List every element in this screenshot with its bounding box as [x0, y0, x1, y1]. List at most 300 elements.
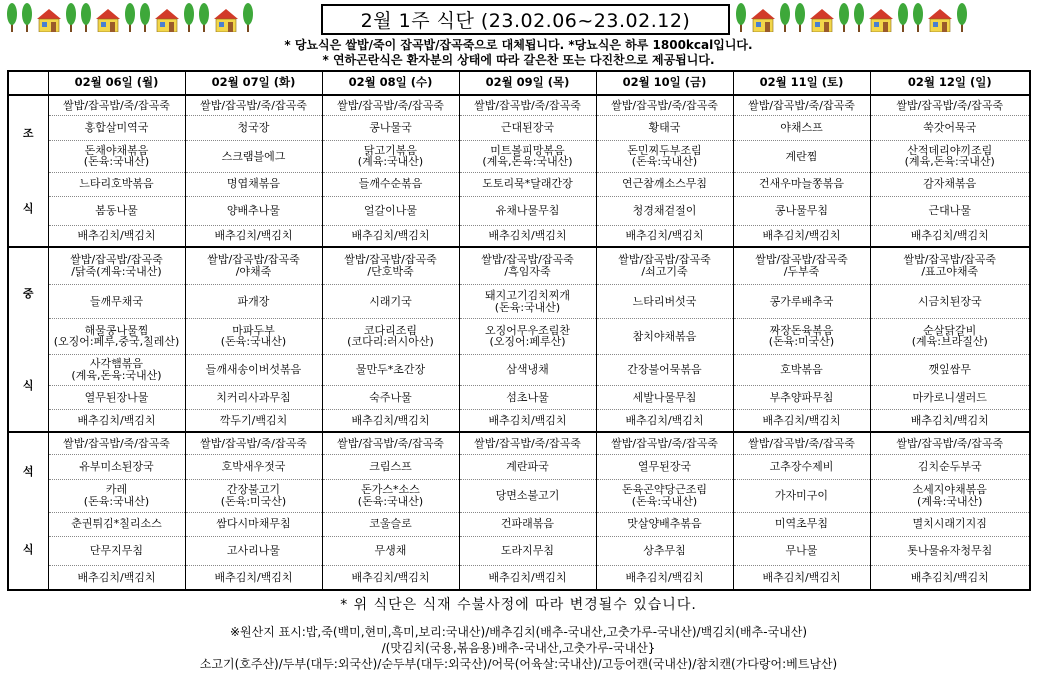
menu-item-text: 호박볶음	[780, 363, 823, 377]
menu-cell	[459, 95, 596, 115]
menu-item-text: 청국장	[237, 121, 270, 135]
house-icon	[213, 8, 239, 32]
origin-line: 소고기(호주산)/두부(대두:외국산)/순두부(대두:외국산)/어묵(어육살:국내산)/고등어캔(국내산)/참치캔(가다랑어:베트남산)	[199, 657, 838, 671]
menu-cell	[48, 284, 185, 318]
menu-item-text: (오징어:페루산)	[489, 335, 566, 349]
menu-cell	[48, 536, 185, 565]
meal-row	[8, 566, 1030, 590]
menu-cell	[870, 319, 1030, 354]
menu-cell	[733, 284, 870, 318]
day-header: 02월 09일 (목)	[459, 71, 596, 95]
menu-cell	[459, 172, 596, 196]
menu-item-text: (코다리:러시아산)	[347, 335, 434, 349]
menu-cell	[185, 226, 322, 247]
menu-item-text: 고사리나물	[226, 544, 281, 558]
menu-cell	[596, 226, 733, 247]
meal-label-bottom: 식	[22, 543, 34, 557]
menu-item-text: 유부미소된장국	[79, 460, 154, 474]
menu-cell	[596, 115, 733, 140]
menu-cell	[322, 454, 459, 479]
day-header: 02월 11일 (토)	[733, 71, 870, 95]
menu-item-text: 간장불어묵볶음	[627, 363, 702, 377]
meal-label	[8, 432, 48, 590]
menu-item-text: 깻잎쌈무	[928, 363, 971, 377]
tree-icon	[21, 2, 33, 32]
menu-item-text: (돈육:미국산)	[768, 335, 835, 349]
menu-item-text: 배추김치/백김치	[488, 413, 567, 427]
tree-icon	[183, 2, 195, 32]
tree-icon	[242, 2, 254, 32]
tree-icon	[956, 2, 968, 32]
menu-item-text: 멸치시래기지짐	[912, 517, 987, 531]
menu-cell	[733, 480, 870, 512]
house-icon	[154, 8, 180, 32]
menu-item-text: 들깨새송이버섯볶음	[205, 363, 302, 377]
menu-item-text: 배추김치/백김치	[910, 413, 989, 427]
menu-cell	[185, 196, 322, 225]
menu-item-text: 쌈다시마채무침	[216, 517, 291, 531]
menu-item-text: /두부죽	[783, 264, 820, 278]
tree-icon	[65, 2, 77, 32]
notice-line: * 연하곤란식은 환자분의 상태에 따라 갈은찬 또는 다진찬으로 제공됩니다.	[322, 53, 715, 67]
menu-cell	[596, 512, 733, 536]
menu-item-text: (돈육:국내산)	[83, 494, 150, 508]
menu-cell	[322, 354, 459, 385]
menu-item-text: 돈채야채볶음	[84, 143, 149, 157]
menu-item-text: 배추김치/백김치	[488, 570, 567, 584]
menu-item-text: 계란찜	[785, 149, 818, 163]
menu-cell	[733, 95, 870, 115]
day-header: 02월 06일 (월)	[48, 71, 185, 95]
menu-item-text: 쌀밥/잡곡밥/죽/잡곡죽	[611, 98, 718, 112]
menu-cell	[322, 247, 459, 284]
menu-cell	[459, 432, 596, 454]
page-title-box	[321, 4, 730, 35]
menu-cell	[733, 226, 870, 247]
menu-cell	[185, 115, 322, 140]
menu-cell	[733, 536, 870, 565]
meal-label	[8, 247, 48, 432]
menu-cell	[459, 536, 596, 565]
menu-item-text: 열무된장국	[637, 460, 692, 474]
menu-item-text: 배추김치/백김치	[625, 570, 704, 584]
menu-item-text: 파개장	[237, 294, 270, 308]
menu-cell	[459, 284, 596, 318]
menu-cell	[48, 480, 185, 512]
menu-cell	[48, 247, 185, 284]
menu-item-text: 시래기국	[369, 294, 412, 308]
menu-item-text: 맛살양배추볶음	[627, 517, 702, 531]
menu-cell	[185, 354, 322, 385]
menu-cell	[322, 566, 459, 590]
menu-item-text: 춘권튀김*칠리소스	[71, 517, 162, 531]
menu-cell	[48, 432, 185, 454]
menu-cell	[459, 480, 596, 512]
tree-icon	[124, 2, 136, 32]
menu-cell	[596, 354, 733, 385]
menu-item-text: 배추김치/백김치	[625, 229, 704, 243]
menu-cell	[48, 566, 185, 590]
menu-cell	[870, 512, 1030, 536]
menu-item-text: 쌀밥/잡곡밥/잡곡죽	[903, 253, 996, 267]
day-header-row	[8, 71, 1030, 95]
menu-item-text: 스크램블에그	[221, 149, 286, 163]
change-warning: * 위 식단은 식재 수불사정에 따라 변경될수 있습니다.	[340, 597, 697, 613]
day-header: 02월 08일 (수)	[322, 71, 459, 95]
menu-item-text: 섬초나물	[506, 390, 549, 404]
menu-cell	[870, 354, 1030, 385]
footer	[0, 594, 1037, 672]
menu-cell	[185, 95, 322, 115]
menu-cell	[733, 319, 870, 354]
menu-item-text: 쌀밥/잡곡밥/죽/잡곡죽	[474, 436, 581, 450]
menu-item-text: (돈육:국내산)	[83, 155, 150, 169]
menu-item-text: 쌀밥/잡곡밥/죽/잡곡죽	[748, 436, 855, 450]
menu-cell	[596, 480, 733, 512]
menu-item-text: 톳나물유자청무침	[907, 544, 993, 558]
menu-item-text: 근대된장국	[500, 121, 555, 135]
menu-cell	[870, 385, 1030, 409]
menu-item-text: 쌀밥/잡곡밥/잡곡죽	[618, 253, 711, 267]
day-header: 02월 10일 (금)	[596, 71, 733, 95]
menu-item-text: (계육:국내산)	[917, 494, 983, 508]
menu-item-text: 봄동나물	[95, 204, 138, 218]
menu-cell	[459, 410, 596, 432]
menu-item-text: 연근참깨소스무침	[621, 177, 707, 191]
meal-row	[8, 410, 1030, 432]
menu-cell	[48, 410, 185, 432]
menu-item-text: 콩가루배추국	[769, 294, 834, 308]
menu-cell	[733, 512, 870, 536]
menu-item-text: (계육,돈육:국내산)	[71, 368, 162, 382]
menu-item-text: /쇠고기죽	[641, 264, 688, 278]
meal-label-top: 조	[22, 126, 34, 140]
menu-item-text: 배추김치/백김치	[762, 413, 841, 427]
menu-cell	[733, 196, 870, 225]
menu-item-text: 도토리묵*달래간장	[482, 177, 573, 191]
meal-row	[8, 454, 1030, 479]
menu-item-text: 돼지고기김치찌개	[484, 289, 570, 303]
menu-cell	[870, 432, 1030, 454]
meal-row	[8, 196, 1030, 225]
menu-cell	[322, 319, 459, 354]
menu-cell	[185, 319, 322, 354]
menu-cell	[322, 172, 459, 196]
menu-cell	[185, 432, 322, 454]
house-icon	[36, 8, 62, 32]
menu-item-text: (계육:브라질산)	[911, 335, 988, 349]
menu-cell	[596, 536, 733, 565]
menu-item-text: 쌀밥/잡곡밥/죽/잡곡죽	[63, 436, 170, 450]
menu-item-text: /흑임자죽	[504, 264, 551, 278]
menu-item-text: 열무된장나물	[84, 390, 149, 404]
meal-label	[8, 95, 48, 247]
meal-row	[8, 512, 1030, 536]
menu-item-text: 상추무침	[643, 544, 686, 558]
menu-cell	[596, 410, 733, 432]
menu-item-text: 미트볼피망볶음	[490, 143, 565, 157]
menu-item-text: 쌀밥/잡곡밥/죽/잡곡죽	[748, 98, 855, 112]
menu-item-text: 유채나물무침	[495, 204, 560, 218]
menu-item-text: 배추김치/백김치	[910, 570, 989, 584]
house-icon	[809, 8, 835, 32]
menu-cell	[185, 284, 322, 318]
menu-item-text: 호박새우젓국	[221, 460, 286, 474]
menu-item-text: 쌀밥/잡곡밥/잡곡죽	[70, 253, 163, 267]
tree-icon	[838, 2, 850, 32]
menu-item-text: 쑥갓어묵국	[923, 121, 977, 135]
menu-item-text: 황태국	[648, 121, 681, 135]
menu-cell	[870, 454, 1030, 479]
menu-item-text: 짜장돈육볶음	[769, 323, 834, 337]
menu-item-text: 쌀밥/잡곡밥/잡곡죽	[207, 253, 300, 267]
menu-item-text: 명엽채볶음	[226, 177, 281, 191]
menu-item-text: 쌀밥/잡곡밥/죽/잡곡죽	[896, 98, 1004, 112]
menu-cell	[459, 319, 596, 354]
menu-item-text: 느타리호박볶음	[79, 177, 154, 191]
origin-line: /(맛김치(국용,볶음용)배추-국내산,고춧가루-국내산}	[381, 641, 656, 655]
menu-cell	[733, 172, 870, 196]
menu-item-text: 건파래볶음	[500, 517, 555, 531]
meal-row	[8, 319, 1030, 354]
menu-item-text: 쌀밥/잡곡밥/죽/잡곡죽	[63, 98, 170, 112]
menu-item-text: (돈육:국내산)	[631, 155, 698, 169]
origin-line: ※원산지 표시:밥,죽(백미,현미,흑미,보리:국내산)/배추김치(배추-국내산,고춧가루-국내산)/백김치(배추-국내산)	[229, 625, 808, 639]
tree-icon	[794, 2, 806, 32]
menu-cell	[596, 432, 733, 454]
meal-row	[8, 354, 1030, 385]
menu-cell	[733, 141, 870, 172]
menu-cell	[733, 432, 870, 454]
menu-cell	[322, 480, 459, 512]
menu-item-text: 고추장수제비	[769, 460, 834, 474]
menu-item-text: 마파두부	[232, 323, 275, 337]
meal-row	[8, 284, 1030, 318]
tree-icon	[6, 2, 18, 32]
menu-cell	[48, 354, 185, 385]
menu-item-text: (돈육:국내산)	[631, 494, 698, 508]
menu-item-text: 쌀밥/잡곡밥/잡곡죽	[481, 253, 574, 267]
meal-row	[8, 226, 1030, 247]
menu-item-text: /닭죽(계육:국내산)	[71, 264, 162, 278]
menu-item-text: (오징어:페루,중국,칠레산)	[53, 335, 180, 349]
menu-item-text: 미역초무침	[774, 517, 829, 531]
menu-cell	[185, 172, 322, 196]
menu-item-text: 오징어무우조림찬	[484, 323, 570, 337]
menu-item-text: 콩나물국	[369, 121, 412, 135]
menu-item-text: 계란파국	[506, 460, 549, 474]
menu-cell	[322, 196, 459, 225]
tree-icon	[139, 2, 151, 32]
menu-item-text: 야채스프	[780, 121, 823, 135]
menu-cell	[322, 432, 459, 454]
menu-cell	[48, 95, 185, 115]
menu-item-text: 배추김치/백김치	[488, 229, 567, 243]
menu-item-text: (돈육:국내산)	[220, 335, 287, 349]
menu-cell	[870, 172, 1030, 196]
menu-cell	[870, 141, 1030, 172]
menu-cell	[733, 115, 870, 140]
menu-item-text: 양배추나물	[226, 204, 281, 218]
menu-cell	[48, 512, 185, 536]
menu-cell	[459, 115, 596, 140]
menu-cell	[870, 284, 1030, 318]
menu-cell	[733, 566, 870, 590]
menu-cell	[185, 385, 322, 409]
house-icon	[750, 8, 776, 32]
menu-item-text: 배추김치/백김치	[77, 570, 156, 584]
menu-item-text: 배추김치/백김치	[762, 570, 841, 584]
menu-item-text: 간장불고기	[226, 483, 281, 497]
meal-row	[8, 247, 1030, 284]
menu-item-text: 쌀밥/잡곡밥/죽/잡곡죽	[896, 436, 1004, 450]
menu-item-text: 느타리버섯국	[632, 294, 697, 308]
meal-row	[8, 95, 1030, 115]
menu-item-text: 돈육곤약당근조림	[621, 483, 707, 497]
menu-cell	[870, 566, 1030, 590]
menu-item-text: 배추김치/백김치	[351, 413, 430, 427]
menu-item-text: 당면소불고기	[495, 489, 560, 503]
menu-cell	[48, 454, 185, 479]
menu-item-text: 순살닭갈비	[923, 323, 977, 337]
menu-cell	[48, 226, 185, 247]
menu-item-text: 돈민찌두부조림	[627, 143, 702, 157]
meal-row	[8, 141, 1030, 172]
menu-item-text: 사각햄볶음	[89, 357, 144, 371]
decoration-left	[6, 2, 257, 36]
menu-item-text: 쌀밥/잡곡밥/죽/잡곡죽	[200, 436, 307, 450]
menu-item-text: 시금치된장국	[917, 294, 982, 308]
tree-icon	[198, 2, 210, 32]
menu-cell	[322, 226, 459, 247]
menu-cell	[322, 95, 459, 115]
menu-cell	[870, 410, 1030, 432]
menu-item-text: 들깨수순볶음	[358, 177, 423, 191]
menu-cell	[48, 141, 185, 172]
menu-item-text: 쌀밥/잡곡밥/잡곡죽	[344, 253, 437, 267]
header-banner	[0, 0, 1037, 38]
menu-cell	[733, 454, 870, 479]
menu-item-text: 홍합살미역국	[84, 121, 149, 135]
menu-item-text: 근대나물	[928, 204, 971, 218]
menu-cell	[596, 454, 733, 479]
menu-item-text: 배추김치/백김치	[214, 570, 293, 584]
menu-item-text: 코울슬로	[369, 517, 412, 531]
menu-cell	[322, 115, 459, 140]
menu-cell	[733, 354, 870, 385]
menu-cell	[870, 536, 1030, 565]
menu-cell	[459, 566, 596, 590]
menu-cell	[48, 115, 185, 140]
tree-icon	[779, 2, 791, 32]
menu-item-text: 마카로니샐러드	[912, 390, 987, 404]
menu-item-text: /표고야채죽	[921, 264, 979, 278]
menu-cell	[459, 141, 596, 172]
menu-cell	[322, 536, 459, 565]
menu-item-text: 카레	[105, 483, 128, 497]
menu-item-text: 깍두기/백김치	[219, 413, 288, 427]
menu-cell	[596, 319, 733, 354]
tree-icon	[897, 2, 909, 32]
menu-item-text: 콩나물무침	[774, 204, 829, 218]
menu-cell	[185, 410, 322, 432]
meal-row	[8, 115, 1030, 140]
meal-row	[8, 385, 1030, 409]
corner-cell	[8, 71, 48, 95]
menu-item-text: 얼갈이나물	[363, 204, 418, 218]
menu-item-text: 배추김치/백김치	[77, 229, 156, 243]
menu-cell	[459, 226, 596, 247]
menu-item-text: 물만두*초간장	[355, 363, 426, 377]
menu-cell	[870, 247, 1030, 284]
menu-item-text: 배추김치/백김치	[910, 229, 989, 243]
menu-cell	[459, 512, 596, 536]
menu-cell	[459, 454, 596, 479]
menu-cell	[870, 115, 1030, 140]
day-header: 02월 12일 (일)	[870, 71, 1030, 95]
menu-cell	[870, 480, 1030, 512]
menu-item-text: 쌀밥/잡곡밥/죽/잡곡죽	[611, 436, 718, 450]
menu-cell	[596, 141, 733, 172]
tree-icon	[912, 2, 924, 32]
menu-item-text: 단무지무침	[89, 544, 144, 558]
menu-item-text: 치커리사과무침	[216, 390, 291, 404]
meal-label-top: 석	[22, 465, 34, 479]
menu-item-text: 해물콩나물찜	[84, 323, 149, 337]
menu-cell	[596, 172, 733, 196]
menu-cell	[459, 354, 596, 385]
meal-row	[8, 172, 1030, 196]
meal-row	[8, 432, 1030, 454]
menu-item-text: 배추김치/백김치	[77, 413, 156, 427]
menu-item-text: 무나물	[785, 544, 818, 558]
decoration-right	[735, 2, 971, 36]
meal-row	[8, 480, 1030, 512]
menu-item-text: 배추김치/백김치	[214, 229, 293, 243]
day-header: 02월 07일 (화)	[185, 71, 322, 95]
menu-cell	[185, 247, 322, 284]
menu-item-text: 배추김치/백김치	[351, 570, 430, 584]
menu-item-text: (돈육:미국산)	[220, 494, 287, 508]
menu-cell	[322, 512, 459, 536]
menu-cell	[48, 385, 185, 409]
menu-item-text: 청경채겉절이	[632, 204, 697, 218]
tree-icon	[80, 2, 92, 32]
menu-cell	[185, 480, 322, 512]
notice-line: * 당뇨식은 쌀밥/죽이 잡곡밥/잡곡죽으로 대체됩니다. *당뇨식은 하루 1800kcal입니다.	[284, 38, 753, 52]
menu-item-text: 소세지야채볶음	[912, 483, 987, 497]
menu-item-text: 가자미구이	[774, 489, 829, 503]
menu-item-text: 닭고기볶음	[363, 143, 418, 157]
menu-item-text: 삼색냉채	[506, 363, 549, 377]
menu-item-text: (계육,돈육:국내산)	[904, 155, 995, 169]
menu-cell	[870, 95, 1030, 115]
menu-item-text: 산적데리야끼조림	[907, 143, 993, 157]
menu-cell	[322, 385, 459, 409]
menu-item-text: 감자채볶음	[923, 177, 977, 191]
meal-label-bottom: 식	[22, 378, 34, 392]
meal-row	[8, 536, 1030, 565]
tree-icon	[853, 2, 865, 32]
menu-item-text: 코다리조림	[363, 323, 418, 337]
menu-item-text: (계육:국내산)	[357, 155, 424, 169]
menu-cell	[459, 247, 596, 284]
menu-item-text: 쌀밥/잡곡밥/죽/잡곡죽	[200, 98, 307, 112]
page-title: 2월 1주 식단 (23.02.06~23.02.12)	[360, 10, 691, 32]
menu-cell	[185, 141, 322, 172]
menu-item-text: 쌀밥/잡곡밥/잡곡죽	[755, 253, 848, 267]
menu-item-text: 건새우마늘쫑볶음	[758, 177, 844, 191]
